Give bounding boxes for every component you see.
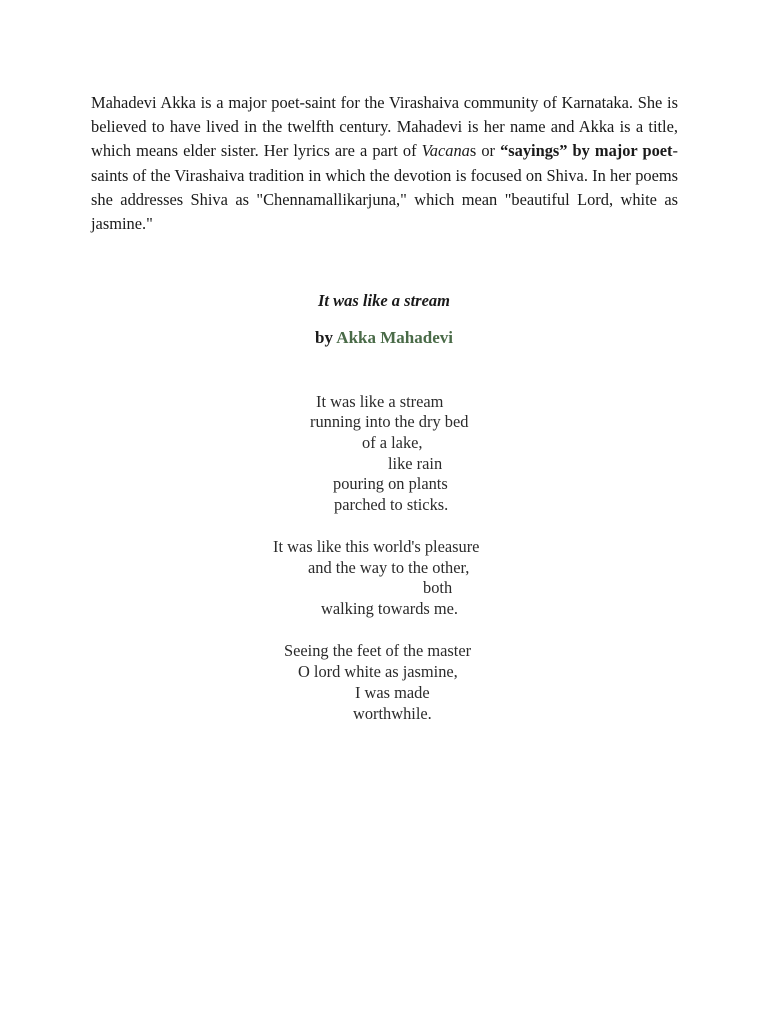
poem-line: Seeing the feet of the master xyxy=(284,641,472,660)
byline-by: by xyxy=(315,328,333,347)
intro-text-3: -saints of the Virashaiva tradition in which the devotion is focused on Shiva. In her poems she addresses Shiva as "Chennamallikarjuna," which mean "beautiful Lord, white as jasmine." xyxy=(91,141,678,234)
intro-paragraph xyxy=(91,91,678,236)
poem-line: running into the dry bed xyxy=(310,412,469,431)
intro-sayings-bold: “sayings” by major poet xyxy=(500,141,673,161)
poem-line: It was like a stream xyxy=(316,392,444,411)
poem-line: of a lake, xyxy=(362,433,423,452)
poem-line: parched to sticks. xyxy=(334,495,449,514)
poem-line: pouring on plants xyxy=(333,474,448,493)
intro-vacana-italic: Vacana xyxy=(421,141,470,161)
poem-line: O lord white as jasmine, xyxy=(298,662,458,681)
poem-byline xyxy=(0,328,768,348)
intro-text-2: s or xyxy=(469,141,501,161)
poem-line: and the way to the other, xyxy=(308,558,470,577)
poem-line: walking towards me. xyxy=(321,599,459,618)
intro-text-1: Mahadevi Akka is a major poet-saint for the Virashaiva community of Karnataka. She is believed to have lived in the twelfth century. Mahadevi is her name and Akka is a title, which means elder sister. Her lyrics are a part of xyxy=(91,93,678,161)
poem-author: Akka Mahadevi xyxy=(336,328,453,347)
poem-line: worthwhile. xyxy=(353,704,432,723)
poem-title: It was like a stream xyxy=(317,291,450,310)
poem-line: It was like this world's pleasure xyxy=(273,537,480,556)
poem-line: like rain xyxy=(388,454,443,473)
poem-line: I was made xyxy=(355,683,430,702)
poem-line: both xyxy=(423,578,453,597)
